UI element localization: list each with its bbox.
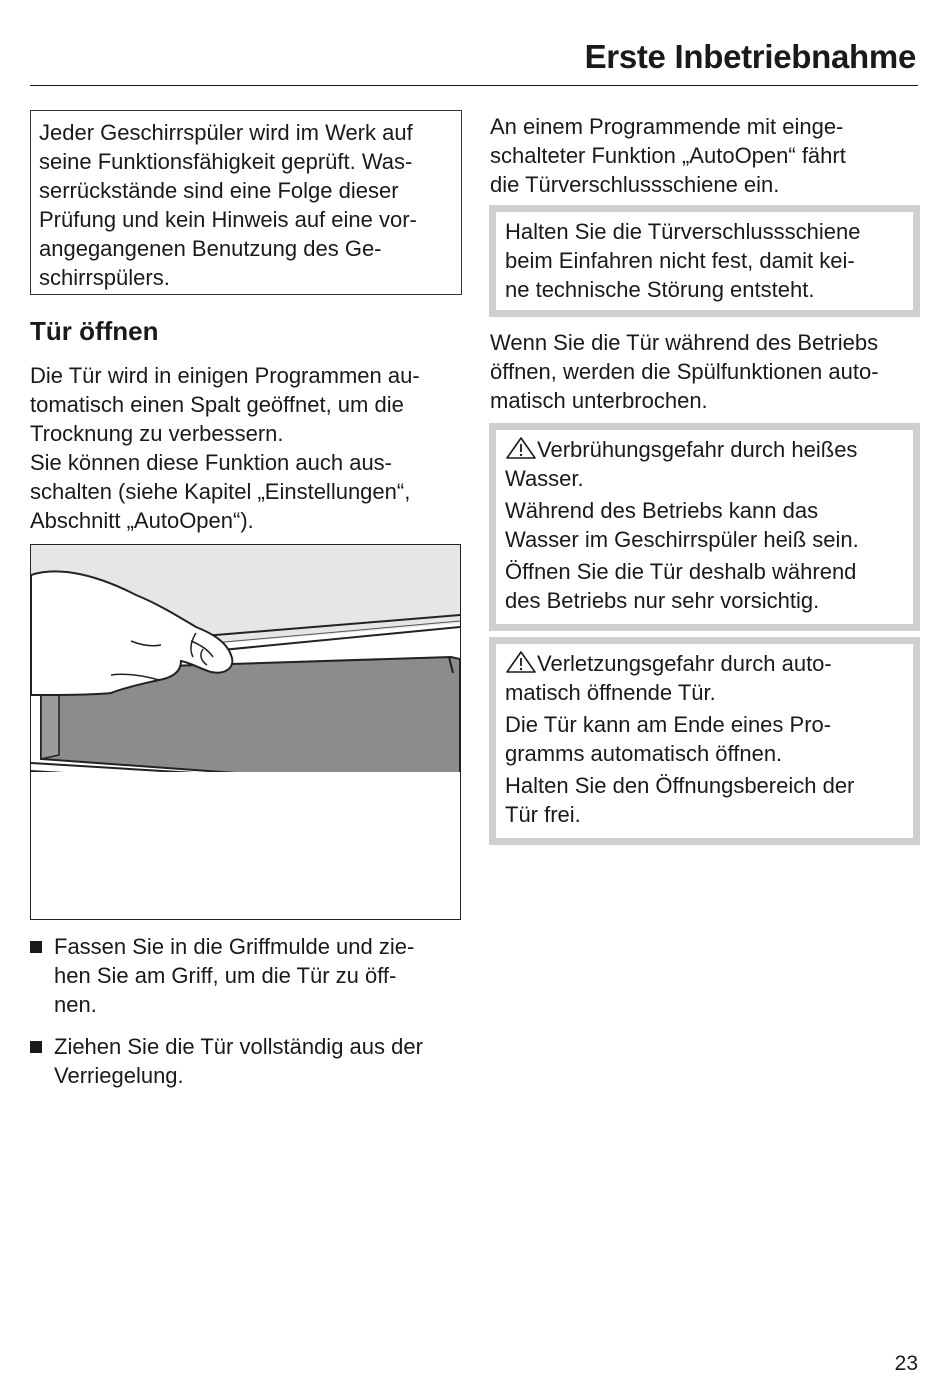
door-opening-warning-box — [489, 637, 920, 845]
paragraph-line: tomatisch einen Spalt geöffnet, um die — [30, 392, 404, 417]
notice-line: ne technische Störung entsteht. — [505, 277, 815, 302]
list-item-line: nen. — [54, 992, 97, 1017]
door-handle-illustration — [30, 544, 461, 920]
notice-box — [489, 205, 920, 317]
warning-line: Wasser im Geschirrspüler heiß sein. — [505, 527, 859, 552]
notice-line: beim Einfahren nicht fest, damit kei- — [505, 248, 855, 273]
note-line: serrückstände sind eine Folge dieser — [39, 178, 399, 203]
list-item — [30, 1032, 460, 1090]
list-item-line: Fassen Sie in die Griffmulde und zie- — [54, 934, 415, 959]
section-heading: Tür öffnen — [30, 316, 159, 346]
paragraph-line: öffnen, werden die Spülfunktionen auto- — [490, 359, 879, 384]
list-item-line: Ziehen Sie die Tür vollständig aus der — [54, 1034, 423, 1059]
note-line: Prüfung und kein Hinweis auf eine vor- — [39, 207, 417, 232]
list-item — [30, 932, 460, 1019]
paragraph-line: schalten (siehe Kapitel „Einstellungen“, — [30, 479, 411, 504]
notice-line: Halten Sie die Türverschlussschiene — [505, 219, 861, 244]
paragraph-line: Die Tür wird in einigen Programmen au- — [30, 363, 420, 388]
instruction-list — [30, 932, 460, 1103]
warning-line: gramms automatisch öffnen. — [505, 741, 783, 766]
note-line: Jeder Geschirrspüler wird im Werk auf — [39, 120, 413, 145]
scald-warning-box — [489, 423, 920, 631]
note-line: seine Funktionsfähigkeit geprüft. Was- — [39, 149, 413, 174]
paragraph-line: Trocknung zu verbessern. — [30, 421, 284, 446]
paragraph-line: matisch unterbrochen. — [490, 388, 708, 413]
paragraph-line: schalteter Funktion „AutoOpen“ fährt — [490, 143, 846, 168]
note-line: angegangenen Benutzung des Ge- — [39, 236, 382, 261]
door-open-paragraph — [30, 361, 460, 535]
paragraph-line: Sie können diese Funktion auch aus- — [30, 450, 393, 475]
bullet-square-icon — [30, 1041, 42, 1053]
page-number: 23 — [894, 1352, 918, 1375]
interruption-paragraph — [490, 328, 920, 415]
autoopen-paragraph — [490, 112, 920, 199]
paragraph-line: die Türverschlussschiene ein. — [490, 172, 780, 197]
warning-triangle-icon — [505, 436, 537, 460]
hand-pulling-handle-illustration — [31, 545, 460, 919]
list-item-line: Verriegelung. — [54, 1063, 184, 1088]
paragraph-line: An einem Programmende mit einge- — [490, 114, 844, 139]
factory-test-note-box — [30, 110, 462, 295]
warning-line: Während des Betriebs kann das — [505, 498, 819, 523]
warning-title — [505, 435, 904, 464]
warning-title-text: Verbrühungsgefahr durch heißes — [537, 437, 858, 462]
page-title: Erste Inbetriebnahme — [584, 38, 916, 75]
warning-line: Öffnen Sie die Tür deshalb während — [505, 559, 857, 584]
note-line: schirrspülers. — [39, 265, 170, 290]
warning-line: Die Tür kann am Ende eines Pro- — [505, 712, 832, 737]
warning-line: matisch öffnende Tür. — [505, 680, 716, 705]
warning-title — [505, 649, 904, 678]
warning-triangle-icon — [505, 650, 537, 674]
bullet-square-icon — [30, 941, 42, 953]
warning-title-text: Verletzungsgefahr durch auto- — [537, 651, 832, 676]
warning-line: Tür frei. — [505, 802, 581, 827]
warning-line: des Betriebs nur sehr vorsichtig. — [505, 588, 820, 613]
warning-line: Wasser. — [505, 466, 584, 491]
list-item-line: hen Sie am Griff, um die Tür zu öff- — [54, 963, 397, 988]
header-divider — [30, 85, 918, 86]
warning-line: Halten Sie den Öffnungsbereich der — [505, 773, 855, 798]
paragraph-line: Wenn Sie die Tür während des Betriebs — [490, 330, 879, 355]
paragraph-line: Abschnitt „AutoOpen“). — [30, 508, 254, 533]
